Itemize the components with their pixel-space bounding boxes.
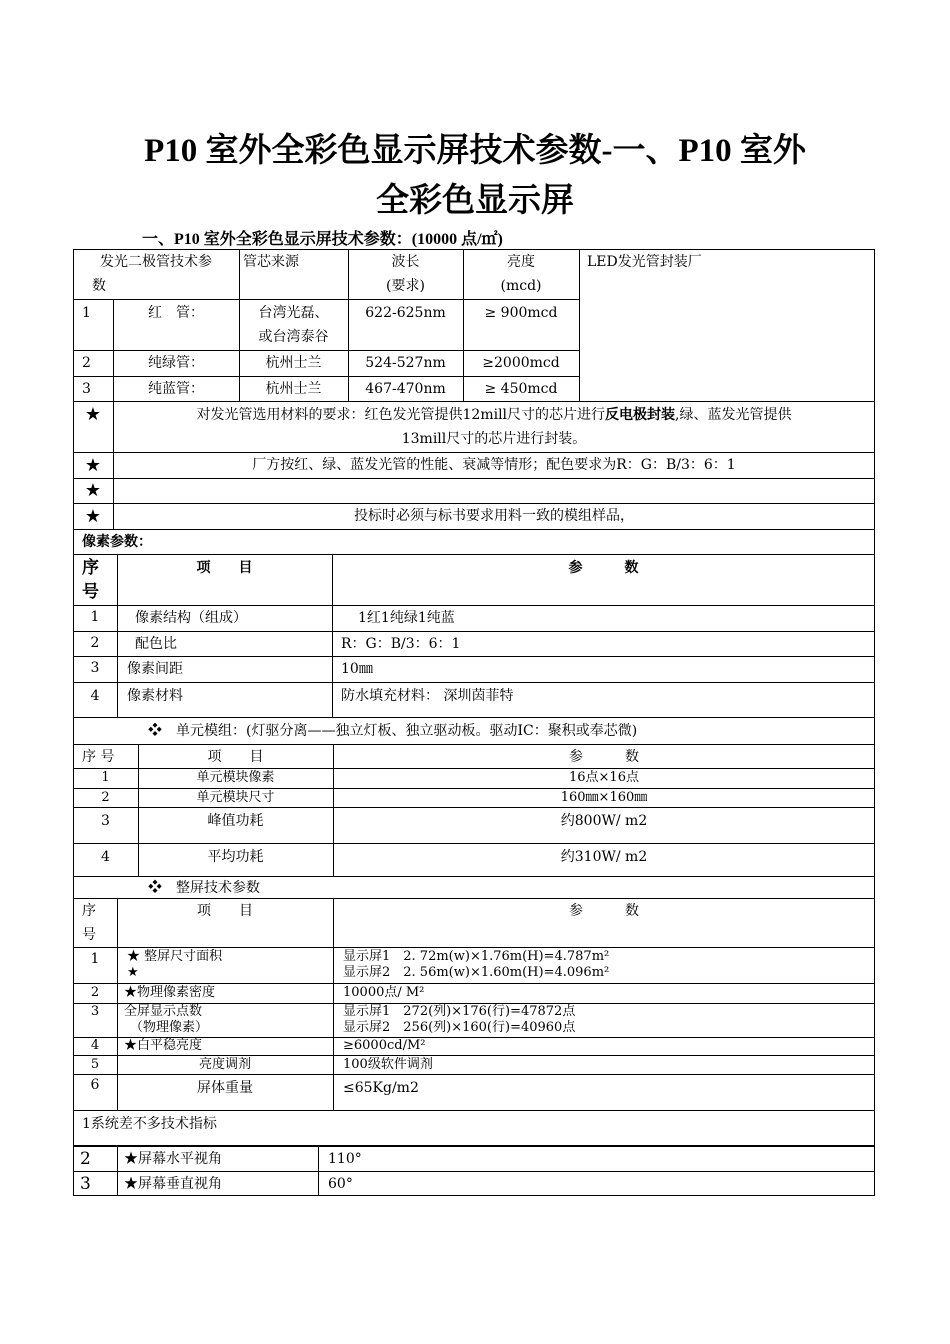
led-row-name: 纯绿管： <box>148 355 204 371</box>
rule <box>73 717 875 718</box>
screen-row-value: 100级软件调剂 <box>343 1057 433 1072</box>
screen-row-item: 亮度调剂 <box>198 1057 251 1072</box>
screen-row-no: 1 <box>90 951 100 967</box>
led-row-source: 杭州士兰 <box>265 381 322 397</box>
rule <box>73 529 875 530</box>
rule <box>73 631 875 632</box>
pixel-row-item: 像素间距 <box>127 661 183 677</box>
star-icon: ★ <box>84 404 102 425</box>
led-requirement-4: 投标时必须与标书要求用料一致的模组样品， <box>354 508 634 524</box>
led-requirement-1-cont: 13mill尺寸的芯片进行封装。 <box>401 431 587 447</box>
rule <box>73 983 875 984</box>
module-row-value: 约310W/ m2 <box>560 849 648 865</box>
led-row-no: 1 <box>82 305 91 321</box>
pixel-row-item: 像素材料 <box>127 688 183 704</box>
led-header-bright-sub: (mcd) <box>500 278 542 294</box>
screen-row-no: 3 <box>90 1004 100 1019</box>
screen-row-value: 显示屏1 2. 72m(w)×1.76m(H)=4.787m² <box>343 949 610 964</box>
screen-row-item: 全屏显示点数 <box>124 1004 203 1019</box>
rule <box>333 898 334 1110</box>
led-row-wave: 524-527nm <box>365 355 446 371</box>
rule <box>73 299 579 300</box>
rule <box>73 554 875 555</box>
page-title-line1: P10 室外全彩色显示屏技术参数-一、P10 室外 <box>144 133 806 169</box>
led-requirement-2: 厂方按红、绿、蓝发光管的性能、衰减等情形；配色要求为R：G：B/3：6：1 <box>252 457 736 473</box>
rule <box>73 478 875 479</box>
led-row-name: 纯蓝管： <box>148 381 204 397</box>
rule <box>73 788 875 789</box>
module-row-no: 4 <box>101 849 110 865</box>
led-header-bright: 亮度 <box>507 254 535 270</box>
pixel-row-no: 3 <box>90 660 100 676</box>
module-row-value: 16点×16点 <box>569 770 639 785</box>
led-row-source: 台湾光磊、 <box>258 305 329 321</box>
screen-row-item: 屏体重量 <box>197 1080 253 1096</box>
screen-row-item: ★物理像素密度 <box>124 985 216 1000</box>
pixel-row-item: 像素结构（组成） <box>135 610 247 626</box>
pixel-section-heading: 像素参数： <box>82 534 152 550</box>
screen-header-param: 参 数 <box>569 903 639 919</box>
system-row-no: 2 <box>80 1149 91 1169</box>
led-row-source-cont: 或台湾泰谷 <box>258 329 329 345</box>
screen-row-value-cont: 显示屏2 256(列)×160(行)=40960点 <box>343 1020 576 1035</box>
section-subheading: 一、P10 室外全彩色显示屏技术参数：(10000 点/㎡) <box>142 231 503 248</box>
module-header-item: 项 目 <box>207 749 264 765</box>
rule <box>73 1055 875 1056</box>
rule <box>73 401 875 402</box>
rule <box>318 1146 319 1196</box>
rule <box>73 1074 875 1075</box>
module-section-heading: ❖ 单元模组：(灯驱分离——独立灯板、独立驱动板。驱动IC：聚积或奉芯微) <box>148 723 638 739</box>
pixel-header-no: 序 <box>82 558 99 578</box>
star-icon: ★ <box>84 480 102 501</box>
pixel-row-value: 1红1纯绿1纯蓝 <box>358 610 455 626</box>
pixel-row-no: 1 <box>90 609 100 625</box>
pixel-row-item: 配色比 <box>135 636 177 652</box>
pixel-row-no: 2 <box>90 635 100 651</box>
rule <box>73 682 875 683</box>
screen-row-value: 10000点/ M² <box>343 985 425 1000</box>
module-row-no: 3 <box>101 813 110 829</box>
pixel-row-value: 防水填充材料： 深圳茵菲特 <box>341 688 514 704</box>
led-header-wave: 波长 <box>391 254 420 270</box>
led-requirement-1: 对发光管选用材料的要求：红色发光管提供12mill尺寸的芯片进行反电极封装,绿、蓝发光管提供 <box>196 407 792 423</box>
star-icon: ★ <box>127 965 139 980</box>
module-row-item: 平均功耗 <box>207 849 264 865</box>
rule <box>73 843 875 844</box>
led-header-name-cont: 数 <box>92 278 106 294</box>
led-row-bright: ≥2000mcd <box>482 355 560 371</box>
screen-header-no-cont: 号 <box>82 927 96 943</box>
led-row-wave: 622-625nm <box>365 305 446 321</box>
screen-header-no: 序 <box>82 903 96 919</box>
led-row-no: 3 <box>82 381 91 397</box>
led-row-name: 红 管： <box>148 305 204 321</box>
led-row-wave: 467-470nm <box>365 381 446 397</box>
system-row-item: ★屏幕垂直视角 <box>124 1176 222 1192</box>
rule <box>73 947 875 948</box>
screen-row-no: 2 <box>90 985 100 1000</box>
pixel-header-no-cont: 号 <box>82 582 99 602</box>
led-row-source: 杭州士兰 <box>265 355 322 371</box>
star-icon: ★ <box>84 506 102 527</box>
screen-row-value: ≤65Kg/m2 <box>343 1080 419 1096</box>
module-row-item: 峰值功耗 <box>207 813 264 829</box>
system-section-heading: 1系统差不多技术指标 <box>82 1116 217 1132</box>
screen-row-item: ★白平稳亮度 <box>124 1038 203 1053</box>
screen-row-value-cont: 显示屏2 2. 56m(w)×1.60m(H)=4.096m² <box>343 965 610 980</box>
led-header-wave-sub: (要求) <box>386 278 425 294</box>
pixel-header-item: 项 目 <box>196 560 253 576</box>
led-row-no: 2 <box>82 355 91 371</box>
system-row-value: 110° <box>328 1151 362 1167</box>
led-row-bright: ≥ 450mcd <box>484 381 558 397</box>
page-title-line2: 全彩色显示屏 <box>376 183 574 219</box>
module-header-no: 序 号 <box>82 749 115 765</box>
module-row-item: 单元模块像素 <box>196 770 275 785</box>
pixel-row-no: 4 <box>90 688 100 704</box>
screen-row-no: 6 <box>90 1077 100 1093</box>
module-row-no: 1 <box>101 770 110 785</box>
module-row-value: 约800W/ m2 <box>560 813 648 829</box>
screen-row-value: 显示屏1 272(列)×176(行)=47872点 <box>343 1004 576 1019</box>
screen-row-value: ≥6000cd/M² <box>343 1038 426 1053</box>
led-header-name: 发光二极管技术参 <box>100 254 212 270</box>
system-row-item: ★屏幕水平视角 <box>124 1151 222 1167</box>
rule <box>579 249 580 401</box>
screen-row-item-cont: （物理像素） <box>130 1020 209 1035</box>
screen-row-item: ★ 整屏尺寸面积 <box>127 949 223 964</box>
screen-section-heading: ❖ 整屏技术参数 <box>148 880 260 896</box>
rule <box>73 1110 875 1111</box>
screen-row-no: 5 <box>90 1057 100 1072</box>
led-header-factory: LED发光管封装厂 <box>587 254 702 270</box>
pixel-row-value: R：G：B/3：6：1 <box>341 636 461 652</box>
module-row-no: 2 <box>101 790 110 805</box>
module-header-param: 参 数 <box>569 749 639 765</box>
pixel-header-param: 参 数 <box>568 560 639 576</box>
rule <box>73 656 875 657</box>
rule <box>117 1146 118 1196</box>
led-row-bright: ≥ 900mcd <box>484 305 558 321</box>
module-row-item: 单元模块尺寸 <box>196 790 275 805</box>
screen-header-item: 项 目 <box>197 903 253 919</box>
module-row-value: 160㎜×160㎜ <box>560 790 648 805</box>
screen-row-no: 4 <box>90 1038 100 1053</box>
pixel-row-value: 10㎜ <box>341 661 373 677</box>
system-row-no: 3 <box>80 1174 91 1194</box>
system-row-value: 60° <box>328 1176 353 1192</box>
led-header-source: 管芯来源 <box>243 254 299 270</box>
star-icon: ★ <box>84 455 102 476</box>
rule <box>73 807 875 808</box>
